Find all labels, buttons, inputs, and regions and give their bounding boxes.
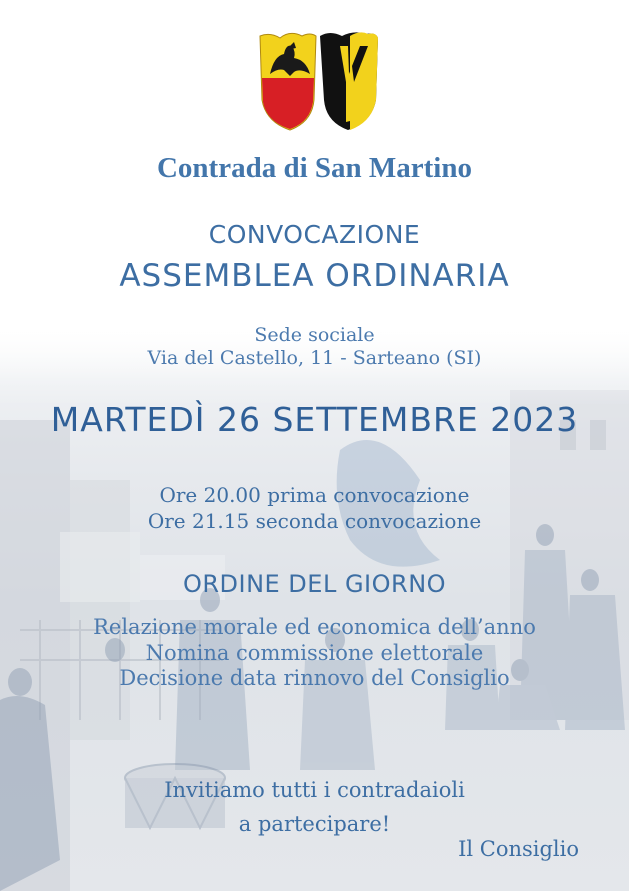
address: Via del Castello, 11 - Sarteano (SI)	[147, 347, 482, 369]
convocazione-heading: CONVOCAZIONE	[208, 220, 421, 249]
agenda-item: Relazione morale ed economica dell’anno	[93, 615, 536, 639]
black-yellow-shield-icon	[320, 32, 378, 130]
assemblea-title: ASSEMBLEA ORDINARIA	[119, 258, 510, 294]
second-call-time: Ore 21.15 seconda convocazione	[147, 509, 482, 533]
contrada-logo	[256, 30, 380, 132]
invite-line-1: Invitiamo tutti i contradaioli	[164, 778, 465, 802]
sede-label: Sede sociale	[254, 324, 375, 346]
first-call-time: Ore 20.00 prima convocazione	[159, 483, 470, 507]
signature: Il Consiglio	[458, 837, 579, 861]
agenda-item: Nomina commissione elettorale	[145, 641, 484, 665]
event-date: MARTEDÌ 26 SETTEMBRE 2023	[50, 400, 579, 439]
agenda-title: ORDINE DEL GIORNO	[182, 570, 447, 598]
agenda-item: Decisione data rinnovo del Consiglio	[119, 666, 510, 690]
contrada-name: Contrada di San Martino	[156, 152, 472, 184]
invite-line-2: a partecipare!	[238, 812, 391, 836]
eagle-shield-icon	[260, 33, 316, 130]
